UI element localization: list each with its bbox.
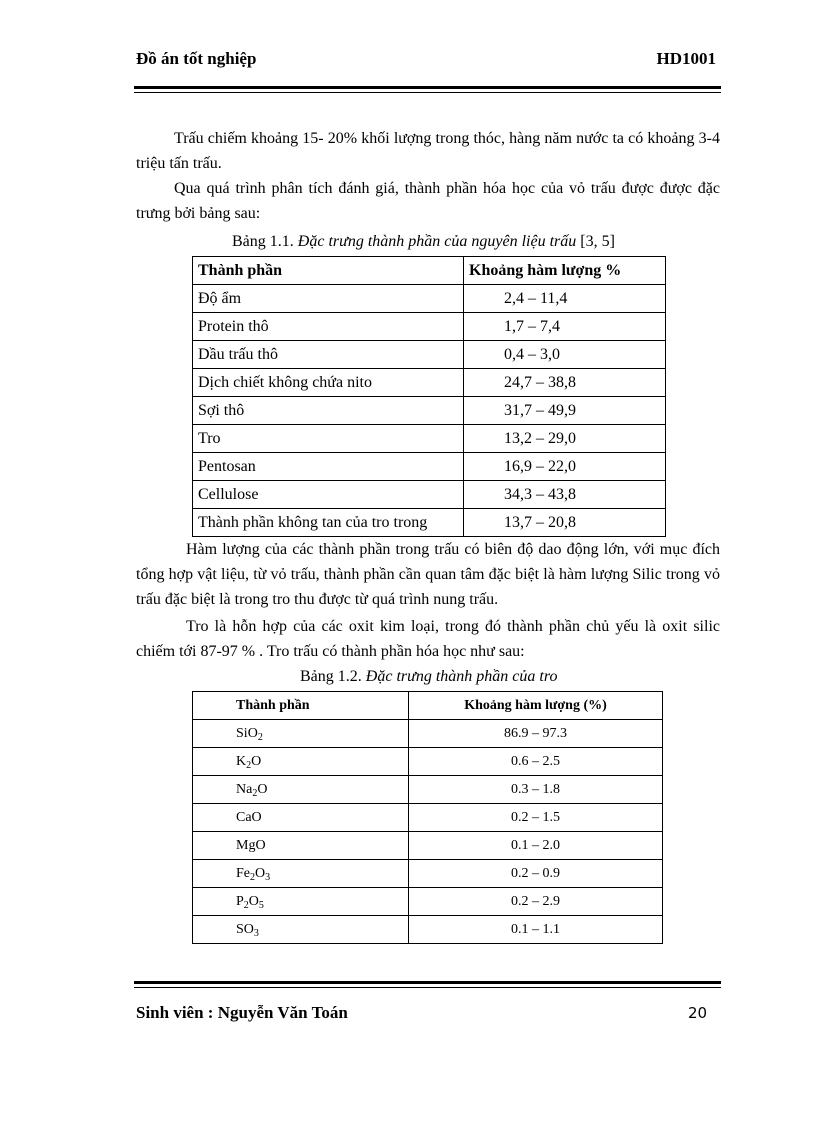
table2-caption-label: Bảng 1.2. xyxy=(300,668,362,685)
ash-composition-table xyxy=(192,691,663,944)
table-row xyxy=(193,720,663,748)
table-row xyxy=(193,425,666,453)
formula-element: O xyxy=(248,893,259,909)
formula-element: O xyxy=(247,725,258,741)
table1-caption-ref: [3, 5] xyxy=(580,233,615,250)
paragraph-rice-husk-share: Trấu chiếm khoảng 15- 20% khối lượng trong thóc, hàng năm nước ta có khoảng 3-4 triệu tấn trấu. xyxy=(136,130,720,172)
cell-compound xyxy=(193,776,409,804)
table-row xyxy=(193,860,663,888)
formula-subscript: 2 xyxy=(252,787,258,799)
cell-range: 31,7 – 49,9 xyxy=(464,397,666,425)
table-row xyxy=(193,369,666,397)
cell-component: Độ ẩm xyxy=(193,285,464,313)
cell-range: 0.1 – 2.0 xyxy=(409,832,663,860)
header-title: Đồ án tốt nghiệp xyxy=(136,49,257,68)
formula-element: K xyxy=(236,753,247,769)
paragraph-silica-interest: Hàm lượng của các thành phần trong trấu có biên độ dao động lớn, với mục đích tổng hợp vật liệu, từ vỏ trấu, thành phần cần quan tâm đặc biệt là hàm lượng Silic trong vỏ trấu đặc biệt là trong tro thu được từ quá trình nung trấu. xyxy=(136,541,720,608)
formula-element: O xyxy=(255,865,266,881)
paragraph-ash-oxides: Tro là hỗn hợp của các oxit kim loại, trong đó thành phần chủ yếu là oxit silic chiếm tới 87-97 % . Tro trấu có thành phần hóa học như sau: xyxy=(136,618,720,660)
column-header-component: Thành phần xyxy=(193,692,409,720)
table-row xyxy=(193,776,663,804)
formula-element: CaO xyxy=(236,809,262,825)
cell-range: 16,9 – 22,0 xyxy=(464,453,666,481)
table-row xyxy=(193,509,666,537)
table-header-row xyxy=(193,692,663,720)
formula-element: SO xyxy=(236,921,254,937)
cell-range: 0.2 – 0.9 xyxy=(409,860,663,888)
formula-element: P xyxy=(236,893,244,909)
table-row xyxy=(193,888,663,916)
footer-divider xyxy=(134,981,721,988)
ash-composition-body xyxy=(193,720,663,944)
cell-component: Pentosan xyxy=(193,453,464,481)
table-row xyxy=(193,748,663,776)
formula-subscript: 3 xyxy=(253,927,259,939)
table2-caption xyxy=(300,667,557,687)
formula-element: Si xyxy=(236,725,248,741)
husk-composition-table xyxy=(192,256,666,537)
table-row xyxy=(193,804,663,832)
formula-subscript: 2 xyxy=(250,871,255,883)
cell-compound xyxy=(193,720,409,748)
column-header-component: Thành phần xyxy=(193,257,464,285)
husk-composition-body xyxy=(193,285,666,537)
cell-range: 0.3 – 1.8 xyxy=(409,776,663,804)
cell-compound xyxy=(193,748,409,776)
cell-range: 0,4 – 3,0 xyxy=(464,341,666,369)
formula-subscript: 2 xyxy=(246,759,252,771)
table-row xyxy=(193,397,666,425)
formula-element: O xyxy=(257,781,268,797)
cell-component: Thành phần không tan của tro trong xyxy=(193,509,464,537)
cell-range: 1,7 – 7,4 xyxy=(464,313,666,341)
page-number: 20 xyxy=(688,1004,708,1022)
cell-compound xyxy=(193,860,409,888)
formula-element: O xyxy=(251,753,262,769)
cell-range: 86.9 – 97.3 xyxy=(409,720,663,748)
formula-element: Fe xyxy=(236,865,250,881)
table-row xyxy=(193,916,663,944)
column-header-range: Khoảng hàm lượng % xyxy=(464,257,666,285)
cell-range: 0.1 – 1.1 xyxy=(409,916,663,944)
formula-subscript: 5 xyxy=(258,899,264,911)
formula-element: Na xyxy=(236,781,253,797)
table-row xyxy=(193,313,666,341)
cell-range: 24,7 – 38,8 xyxy=(464,369,666,397)
table1-caption-label: Bảng 1.1. xyxy=(232,233,294,250)
formula-subscript: 2 xyxy=(257,731,263,743)
cell-component: Dầu trấu thô xyxy=(193,341,464,369)
cell-range: 0.2 – 2.9 xyxy=(409,888,663,916)
table-row xyxy=(193,481,666,509)
formula-subscript: 3 xyxy=(265,871,271,883)
cell-range: 0.6 – 2.5 xyxy=(409,748,663,776)
table2-caption-title: Đặc trưng thành phần của tro xyxy=(365,668,558,685)
cell-compound xyxy=(193,888,409,916)
table1-caption xyxy=(232,232,615,252)
paragraph-analysis-intro: Qua quá trình phân tích đánh giá, thành phần hóa học của vỏ trấu được được đặc trưng bởi bảng sau: xyxy=(136,180,720,222)
cell-range: 34,3 – 43,8 xyxy=(464,481,666,509)
table-row xyxy=(193,832,663,860)
cell-component: Dịch chiết không chứa nito xyxy=(193,369,464,397)
cell-component: Protein thô xyxy=(193,313,464,341)
cell-range: 2,4 – 11,4 xyxy=(464,285,666,313)
formula-subscript: 2 xyxy=(243,899,249,911)
table-row xyxy=(193,453,666,481)
footer-student-name: Sinh viên : Nguyễn Văn Toán xyxy=(136,1003,348,1022)
cell-compound xyxy=(193,832,409,860)
table-header-row xyxy=(193,257,666,285)
cell-component: Sợi thô xyxy=(193,397,464,425)
cell-compound xyxy=(193,916,409,944)
cell-range: 13,2 – 29,0 xyxy=(464,425,666,453)
cell-compound xyxy=(193,804,409,832)
header-code: HD1001 xyxy=(656,49,716,68)
cell-range: 13,7 – 20,8 xyxy=(464,509,666,537)
formula-element: MgO xyxy=(236,837,266,853)
cell-component: Tro xyxy=(193,425,464,453)
cell-range: 0.2 – 1.5 xyxy=(409,804,663,832)
table-row xyxy=(193,341,666,369)
cell-component: Cellulose xyxy=(193,481,464,509)
column-header-range: Khoảng hàm lượng (%) xyxy=(409,692,663,720)
table1-caption-title: Đặc trưng thành phần của nguyên liệu trấu xyxy=(297,233,577,250)
table-row xyxy=(193,285,666,313)
header-divider xyxy=(134,86,721,93)
